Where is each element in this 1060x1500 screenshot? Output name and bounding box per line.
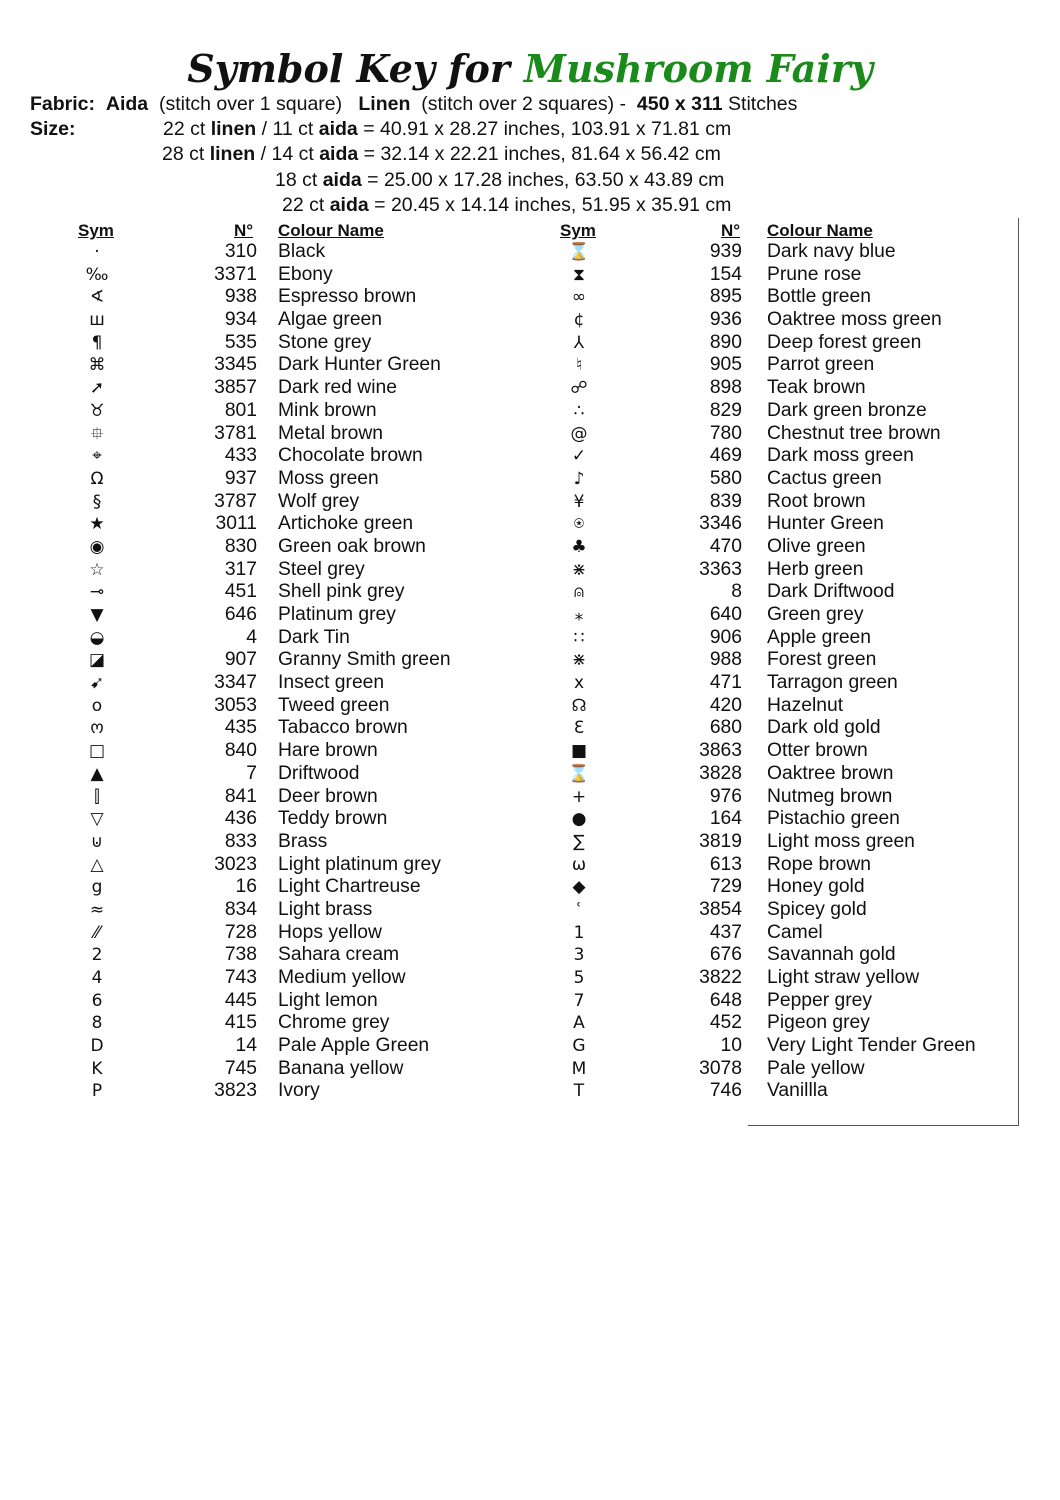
color-number: 415 xyxy=(224,1012,257,1034)
symbol-glyph: § xyxy=(92,491,102,512)
color-number: 3781 xyxy=(214,422,257,444)
symbol-glyph: ¢ xyxy=(573,310,585,331)
size-linen: linen xyxy=(210,118,257,140)
size-ct: 22 ct xyxy=(163,118,206,140)
symbol-glyph: T xyxy=(573,1081,585,1102)
color-number: 745 xyxy=(224,1057,257,1079)
color-name: Platinum grey xyxy=(278,604,396,625)
color-name: Shell pink grey xyxy=(278,581,405,603)
symbol-glyph: ⌖ xyxy=(92,446,102,467)
color-name: Sahara cream xyxy=(278,944,400,966)
symbol-glyph: M xyxy=(571,1058,587,1079)
symbol-glyph: ➹ xyxy=(89,673,105,694)
stitch-count: 450 x 311 xyxy=(636,93,723,115)
color-name: Dark moss green xyxy=(767,445,914,467)
color-name: Insect green xyxy=(278,672,385,694)
color-name: Chocolate brown xyxy=(278,445,423,467)
color-number: 728 xyxy=(224,921,257,943)
color-number: 4 xyxy=(246,626,257,648)
size-aida: aida xyxy=(329,194,369,216)
color-name: Pepper grey xyxy=(767,989,873,1011)
color-number: 433 xyxy=(224,445,257,467)
symbol-glyph: ⌛ xyxy=(568,242,590,262)
symbol-glyph: ¶ xyxy=(91,332,103,353)
color-name: Hare brown xyxy=(278,740,378,762)
symbol-glyph: Ω xyxy=(90,468,104,489)
size-ct: 22 ct xyxy=(282,194,325,216)
color-number: 3863 xyxy=(699,740,742,762)
symbol-glyph: ✓ xyxy=(571,446,587,467)
color-name: Deer brown xyxy=(278,785,378,807)
color-number: 841 xyxy=(224,785,257,807)
color-number: 676 xyxy=(709,944,742,966)
symbol-glyph: ▼ xyxy=(90,605,104,625)
color-name: Bottle green xyxy=(767,286,871,308)
color-number: 3828 xyxy=(699,762,742,784)
color-name: Light Chartreuse xyxy=(278,876,421,898)
symbol-glyph: ‰ xyxy=(85,264,109,285)
color-number: 3857 xyxy=(214,377,257,399)
symbol-glyph: ★ xyxy=(89,514,105,535)
symbol-glyph: ⁄⁄ xyxy=(94,922,100,943)
size-ct2: / 11 ct xyxy=(261,118,314,140)
color-number: 16 xyxy=(235,876,257,898)
color-number: 3345 xyxy=(214,354,257,376)
color-number: 14 xyxy=(235,1035,257,1057)
header-colour-name: Colour Name xyxy=(767,221,873,240)
symbol-glyph: ⌘ xyxy=(88,355,106,376)
size-dims: = 32.14 x 22.21 inches, 81.64 x 56.42 cm xyxy=(363,143,721,165)
symbol-glyph: ⍝ xyxy=(573,582,585,603)
color-name: Olive green xyxy=(767,535,866,557)
color-number: 738 xyxy=(224,944,257,966)
color-number: 437 xyxy=(709,921,742,943)
color-name: Forest green xyxy=(767,649,877,671)
color-name: Ivory xyxy=(278,1080,320,1102)
color-number: 10 xyxy=(720,1035,742,1057)
symbol-glyph: @ xyxy=(570,423,588,444)
symbol-glyph: ⋇ xyxy=(571,650,587,671)
symbol-glyph: 8 xyxy=(91,1013,103,1034)
symbol-glyph: ო xyxy=(90,718,104,739)
symbol-glyph: o xyxy=(91,695,103,716)
color-name: Spicey gold xyxy=(767,898,867,920)
color-name: Dark Driftwood xyxy=(767,581,895,603)
color-name: Otter brown xyxy=(767,740,868,762)
symbol-glyph: ♣ xyxy=(571,536,587,557)
fabric-line xyxy=(30,92,797,117)
color-name: Chrome grey xyxy=(278,1012,390,1034)
color-name: Mink brown xyxy=(278,399,377,421)
color-number: 648 xyxy=(709,989,742,1011)
size-label: Size: xyxy=(30,118,76,140)
symbol-glyph: ♉ xyxy=(89,400,105,421)
symbol-glyph: ≈ xyxy=(89,899,105,920)
color-number: 988 xyxy=(709,649,742,671)
size-ct2: / 14 ct xyxy=(260,143,314,165)
color-name: Wolf grey xyxy=(278,490,360,512)
symbol-glyph: A xyxy=(573,1013,585,1034)
symbol-glyph: △ xyxy=(90,854,104,875)
color-number: 3854 xyxy=(699,898,742,920)
symbol-glyph: ∞ xyxy=(571,287,587,308)
symbol-glyph: ∑ xyxy=(573,831,585,852)
color-number: 746 xyxy=(709,1080,742,1102)
symbol-glyph: · xyxy=(94,242,100,262)
color-number: 936 xyxy=(709,309,742,331)
color-number: 164 xyxy=(709,808,742,830)
color-name: Dark navy blue xyxy=(767,241,896,262)
symbol-glyph: Ɛ xyxy=(573,718,585,739)
color-number: 895 xyxy=(709,286,742,308)
color-name: Parrot green xyxy=(767,354,875,376)
color-number: 976 xyxy=(709,785,742,807)
symbol-glyph: ω xyxy=(571,854,587,875)
symbol-glyph: ♮ xyxy=(575,355,583,376)
color-number: 3363 xyxy=(699,558,742,580)
color-number: 154 xyxy=(709,263,742,285)
color-number: 743 xyxy=(224,967,257,988)
color-name: Driftwood xyxy=(278,762,360,784)
color-name: Hops yellow xyxy=(278,921,382,943)
color-number: 906 xyxy=(709,626,742,648)
symbol-glyph: ш xyxy=(89,310,105,331)
symbol-glyph: ¥ xyxy=(573,491,585,512)
color-name: Nutmeg brown xyxy=(767,785,893,807)
color-number: 939 xyxy=(709,241,742,262)
symbol-glyph: 1 xyxy=(573,922,585,943)
size-dims: = 20.45 x 14.14 inches, 51.95 x 35.91 cm xyxy=(374,194,732,216)
size-label-line xyxy=(30,117,76,142)
symbol-glyph: ∢ xyxy=(89,287,105,308)
color-number: 451 xyxy=(224,581,257,603)
symbol-glyph: ⫿ xyxy=(94,786,100,807)
symbol-glyph: ◉ xyxy=(89,536,105,557)
color-number: 898 xyxy=(709,377,742,399)
color-name: Deep forest green xyxy=(767,331,922,353)
stitches-word: Stitches xyxy=(728,93,798,115)
fabric-linen: Linen xyxy=(358,93,411,115)
color-name: Dark Hunter Green xyxy=(278,354,441,376)
symbol-glyph: ▽ xyxy=(90,809,104,830)
color-name: Stone grey xyxy=(278,331,372,353)
color-number: 907 xyxy=(224,649,257,671)
color-name: Light lemon xyxy=(278,989,378,1011)
color-number: 3053 xyxy=(214,694,257,716)
symbol-glyph: ⧗ xyxy=(573,264,585,285)
symbol-glyph: ∴ xyxy=(573,400,585,421)
color-number: 3347 xyxy=(214,672,257,694)
color-name: Honey gold xyxy=(767,876,865,898)
header-sym: Sym xyxy=(560,221,596,240)
color-number: 680 xyxy=(709,717,742,739)
color-name: Very Light Tender Green xyxy=(767,1035,976,1057)
symbol-glyph: ◪ xyxy=(88,650,106,671)
color-number: 830 xyxy=(224,535,257,557)
border-bottom xyxy=(748,1125,1019,1126)
symbol-glyph: P xyxy=(91,1081,103,1102)
color-number: 934 xyxy=(224,309,257,331)
symbol-glyph: ☊ xyxy=(571,695,587,716)
size-dims: = 40.91 x 28.27 inches, 103.91 x 71.81 cm xyxy=(363,118,732,140)
size-aida: aida xyxy=(318,118,358,140)
color-number: 3787 xyxy=(214,490,257,512)
color-number: 310 xyxy=(224,241,257,262)
symbol-glyph: ➚ xyxy=(89,378,105,399)
header-sym: Sym xyxy=(78,221,114,240)
color-number: 780 xyxy=(709,422,742,444)
header-num: N° xyxy=(721,221,741,240)
color-name: Herb green xyxy=(767,558,864,580)
color-name: Steel grey xyxy=(278,558,365,580)
color-number: 3823 xyxy=(214,1080,257,1102)
symbol-glyph: ⯐ xyxy=(90,423,104,444)
symbol-glyph: ◒ xyxy=(89,627,105,648)
symbol-glyph: ⊸ xyxy=(89,582,105,603)
color-name: Apple green xyxy=(767,626,871,648)
color-number: 3822 xyxy=(699,967,742,988)
color-name: Tarragon green xyxy=(767,672,898,694)
color-name: Pigeon grey xyxy=(767,1012,870,1034)
color-name: Teak brown xyxy=(767,377,866,399)
symbol-glyph: 7 xyxy=(573,990,585,1011)
color-name: Green oak brown xyxy=(278,535,426,557)
size-line xyxy=(163,117,731,142)
color-name: Pistachio green xyxy=(767,808,900,830)
pattern-name: Mushroom Fairy xyxy=(523,46,873,91)
color-name: Dark red wine xyxy=(278,377,397,399)
color-number: 646 xyxy=(224,604,257,625)
color-name: Green grey xyxy=(767,604,864,625)
symbol-glyph: ⁎ xyxy=(574,605,584,625)
color-name: Dark Tin xyxy=(278,626,350,648)
color-name: Light moss green xyxy=(767,830,915,852)
symbol-glyph: 3 xyxy=(573,945,585,966)
color-name: Savannah gold xyxy=(767,944,896,966)
symbol-glyph: ◆ xyxy=(572,877,586,898)
fabric-aida: Aida xyxy=(105,93,149,115)
color-number: 905 xyxy=(709,354,742,376)
color-name: Light brass xyxy=(278,898,373,920)
color-name: Dark green bronze xyxy=(767,399,927,421)
color-number: 471 xyxy=(709,672,742,694)
symbol-glyph: ⍟ xyxy=(573,514,585,535)
symbol-glyph: ■ xyxy=(570,741,588,762)
color-name: Algae green xyxy=(278,309,382,331)
symbol-glyph: 4 xyxy=(91,968,103,988)
color-name: Tabacco brown xyxy=(278,717,408,739)
color-name: Oaktree brown xyxy=(767,762,894,784)
color-number: 8 xyxy=(731,581,742,603)
color-number: 729 xyxy=(709,876,742,898)
size-dims: = 25.00 x 17.28 inches, 63.50 x 43.89 cm xyxy=(367,169,725,191)
page-title xyxy=(0,44,1060,94)
symbol-glyph: g xyxy=(91,877,103,898)
size-linen: linen xyxy=(209,143,256,165)
color-number: 640 xyxy=(709,604,742,625)
color-number: 613 xyxy=(709,853,742,875)
color-number: 3819 xyxy=(699,830,742,852)
color-name: Hunter Green xyxy=(767,513,884,535)
symbol-glyph: ☍ xyxy=(570,378,588,399)
symbol-glyph: + xyxy=(571,786,587,807)
color-number: 3023 xyxy=(214,853,257,875)
header-colour-name: Colour Name xyxy=(278,221,384,240)
symbol-glyph: ♪ xyxy=(573,468,585,489)
symbol-glyph: ⌛ xyxy=(568,763,590,784)
color-name: Ebony xyxy=(278,263,333,285)
color-name: Moss green xyxy=(278,467,379,489)
color-name: Prune rose xyxy=(767,263,862,285)
symbol-glyph: ▲ xyxy=(90,763,104,784)
size-aida: aida xyxy=(319,143,359,165)
color-name: Espresso brown xyxy=(278,286,417,308)
symbol-glyph: ☆ xyxy=(89,559,105,580)
symbol-glyph: x xyxy=(573,673,585,694)
color-number: 535 xyxy=(224,331,257,353)
color-number: 445 xyxy=(224,989,257,1011)
color-number: 469 xyxy=(709,445,742,467)
color-name: Brass xyxy=(278,830,328,852)
symbol-glyph: □ xyxy=(88,741,106,762)
color-name: Artichoke green xyxy=(278,513,414,535)
symbol-glyph: ⅄ xyxy=(573,332,585,353)
size-ct: 28 ct xyxy=(162,143,205,165)
size-line xyxy=(162,142,721,167)
color-name: Metal brown xyxy=(278,422,384,444)
color-number: 3346 xyxy=(699,513,742,535)
color-number: 3011 xyxy=(215,513,257,535)
color-name: Dark old gold xyxy=(767,717,881,739)
color-number: 7 xyxy=(246,762,257,784)
color-name: Chestnut tree brown xyxy=(767,422,941,444)
color-name: Camel xyxy=(767,921,823,943)
color-name: Vanillla xyxy=(767,1080,828,1102)
symbol-glyph: 6 xyxy=(91,990,103,1011)
color-number: 420 xyxy=(709,694,742,716)
symbol-glyph: 5 xyxy=(573,968,585,988)
color-number: 801 xyxy=(224,399,257,421)
fabric-linen-note: (stitch over 2 squares) - xyxy=(421,93,627,115)
size-line xyxy=(282,193,731,218)
color-name: Light straw yellow xyxy=(767,967,920,988)
color-number: 938 xyxy=(224,286,257,308)
size-ct: 18 ct xyxy=(275,169,318,191)
fabric-aida-note: (stitch over 1 square) xyxy=(158,93,343,115)
color-name: Medium yellow xyxy=(278,967,406,988)
color-number: 840 xyxy=(224,740,257,762)
color-name: Hazelnut xyxy=(767,694,844,716)
color-number: 839 xyxy=(709,490,742,512)
title-prefix: Symbol Key for xyxy=(187,46,510,91)
color-name: Granny Smith green xyxy=(278,649,451,671)
symbol-glyph: ʿ xyxy=(576,899,582,920)
size-aida: aida xyxy=(322,169,362,191)
header-num: N° xyxy=(234,221,254,240)
color-number: 3078 xyxy=(699,1057,742,1079)
color-number: 3371 xyxy=(214,263,257,285)
color-number: 470 xyxy=(709,535,742,557)
color-name: Oaktree moss green xyxy=(767,309,942,331)
symbol-glyph: ⋇ xyxy=(571,559,587,580)
color-name: Cactus green xyxy=(767,467,882,489)
symbol-glyph: G xyxy=(572,1036,586,1057)
color-name: Banana yellow xyxy=(278,1057,404,1079)
color-name: Tweed green xyxy=(278,694,390,716)
color-name: Rope brown xyxy=(767,853,871,875)
color-name: Black xyxy=(278,241,326,262)
size-line xyxy=(275,168,724,193)
symbol-glyph: ● xyxy=(571,809,587,830)
color-number: 317 xyxy=(224,558,257,580)
symbol-glyph: ⊍ xyxy=(90,831,104,852)
border-right xyxy=(1018,218,1019,1126)
color-number: 580 xyxy=(709,467,742,489)
color-number: 890 xyxy=(709,331,742,353)
color-number: 834 xyxy=(224,898,257,920)
color-name: Pale yellow xyxy=(767,1057,865,1079)
color-name: Light platinum grey xyxy=(278,853,441,875)
color-name: Pale Apple Green xyxy=(278,1035,430,1057)
symbol-glyph: D xyxy=(90,1036,104,1057)
fabric-label: Fabric: xyxy=(30,93,96,115)
color-name: Teddy brown xyxy=(278,808,388,830)
symbol-glyph: ∷ xyxy=(573,627,585,648)
color-number: 452 xyxy=(709,1012,742,1034)
color-number: 436 xyxy=(224,808,257,830)
color-number: 829 xyxy=(709,399,742,421)
symbol-glyph: 2 xyxy=(91,945,103,966)
color-name: Root brown xyxy=(767,490,866,512)
color-number: 937 xyxy=(224,467,257,489)
color-number: 833 xyxy=(224,830,257,852)
symbol-glyph: K xyxy=(91,1058,103,1079)
color-number: 435 xyxy=(224,717,257,739)
